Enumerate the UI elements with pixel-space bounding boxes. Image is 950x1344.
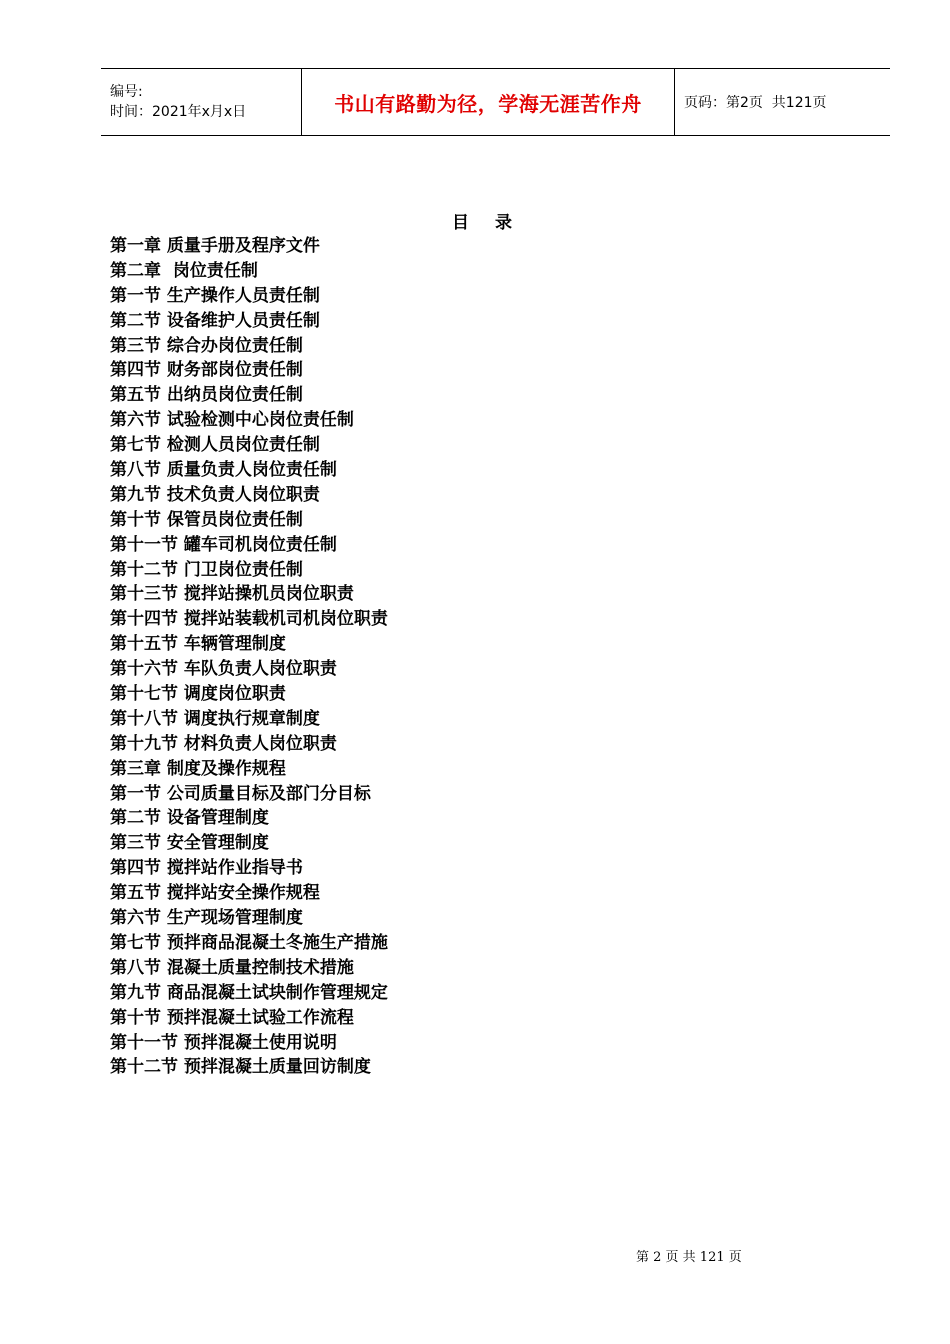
toc-entry: 第三节 安全管理制度 — [110, 833, 269, 854]
toc-entry: 第三节 综合办岗位责任制 — [110, 335, 303, 356]
toc-entry: 第八节 混凝土质量控制技术措施 — [110, 957, 354, 978]
header-left-cell — [101, 69, 302, 135]
page-info: 页码：第2页 共121页 — [684, 95, 827, 111]
motto-text: 书山有路勤为径，学海无涯苦作舟 — [334, 91, 642, 116]
toc-entry: 第二章 岗位责任制 — [110, 260, 258, 281]
toc-entry: 第十八节 调度执行规章制度 — [110, 708, 320, 729]
table-of-contents — [110, 234, 388, 1080]
toc-entry: 第七节 检测人员岗位责任制 — [110, 435, 320, 456]
toc-entry: 第二节 设备管理制度 — [110, 808, 269, 829]
toc-entry: 第十一节 罐车司机岗位责任制 — [110, 534, 337, 555]
toc-entry: 第八节 质量负责人岗位责任制 — [110, 460, 337, 481]
toc-title: 目录 — [452, 213, 538, 233]
page-footer: 第 2 页 共 121 页 — [636, 1250, 742, 1265]
toc-entry: 第六节 试验检测中心岗位责任制 — [110, 410, 354, 431]
toc-entry: 第六节 生产现场管理制度 — [110, 908, 303, 929]
header-page-cell — [675, 69, 890, 135]
toc-entry: 第十一节 预拌混凝土使用说明 — [110, 1032, 337, 1053]
toc-entry: 第二节 设备维护人员责任制 — [110, 310, 320, 331]
toc-entry: 第十节 预拌混凝土试验工作流程 — [110, 1007, 354, 1028]
toc-entry: 第五节 搅拌站安全操作规程 — [110, 883, 320, 904]
toc-entry: 第十四节 搅拌站装载机司机岗位职责 — [110, 609, 388, 630]
toc-entry: 第四节 财务部岗位责任制 — [110, 360, 303, 381]
serial-label: 编号: — [110, 84, 143, 100]
toc-entry: 第十节 保管员岗位责任制 — [110, 509, 303, 530]
toc-entry: 第一章 质量手册及程序文件 — [110, 236, 320, 256]
toc-entry: 第七节 预拌商品混凝土冬施生产措施 — [110, 932, 388, 953]
toc-entry: 第五节 出纳员岗位责任制 — [110, 385, 303, 406]
page-header — [101, 68, 890, 136]
toc-entry: 第十二节 预拌混凝土质量回访制度 — [110, 1057, 371, 1078]
toc-entry: 第十六节 车队负责人岗位职责 — [110, 659, 337, 680]
header-motto-cell — [302, 69, 675, 135]
toc-entry: 第十五节 车辆管理制度 — [110, 634, 286, 655]
toc-entry: 第十二节 门卫岗位责任制 — [110, 559, 303, 580]
toc-entry: 第十三节 搅拌站操机员岗位职责 — [110, 584, 354, 605]
time-label: 时间：2021年x月x日 — [110, 104, 247, 120]
toc-entry: 第十九节 材料负责人岗位职责 — [110, 733, 337, 754]
toc-entry: 第一节 生产操作人员责任制 — [110, 285, 320, 306]
toc-entry: 第九节 商品混凝土试块制作管理规定 — [110, 982, 388, 1003]
toc-entry: 第十七节 调度岗位职责 — [110, 684, 286, 705]
toc-entry: 第九节 技术负责人岗位职责 — [110, 484, 320, 505]
toc-entry: 第四节 搅拌站作业指导书 — [110, 858, 303, 879]
toc-entry: 第三章 制度及操作规程 — [110, 758, 286, 779]
toc-entry: 第一节 公司质量目标及部门分目标 — [110, 783, 371, 804]
